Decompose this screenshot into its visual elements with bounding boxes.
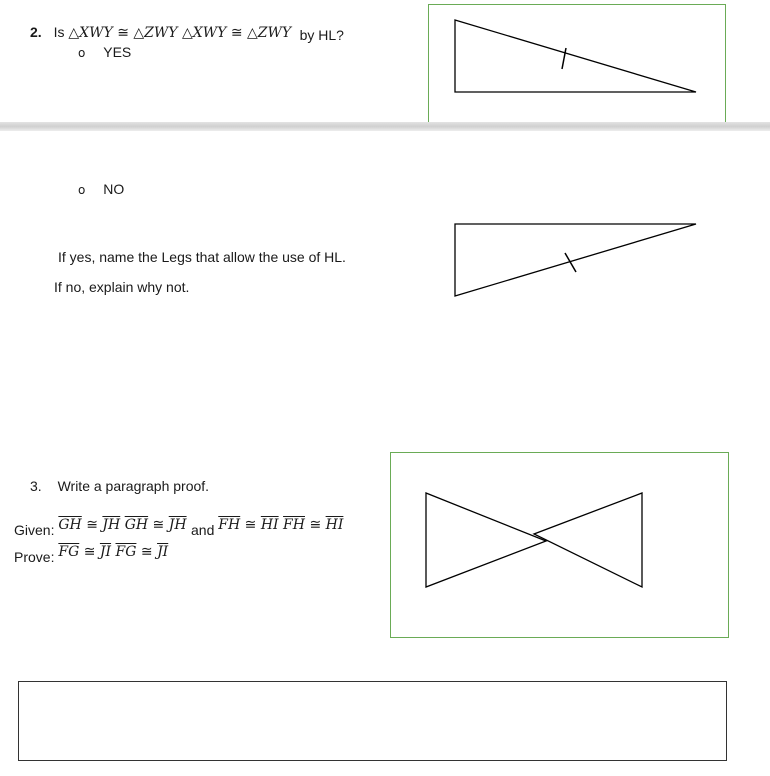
- question-number: 3.: [30, 478, 42, 494]
- option-label: YES: [103, 44, 132, 60]
- instruction-yes: If yes, name the Legs that allow the use of HL.: [58, 249, 346, 265]
- option-label: NO: [103, 181, 125, 197]
- question-suffix: by HL?: [299, 27, 344, 43]
- left-triangle: [426, 493, 546, 587]
- math-statement: △XWY ≅ △ZWY △XWY ≅ △ZWY: [68, 25, 292, 41]
- answer-box[interactable]: [18, 681, 727, 761]
- given-statement-2: $\overline{FH}$ ≅ $\overline{HI}$ $\overline{FH}$ ≅ $\overline{HI}$: [218, 517, 344, 533]
- prove-statement: $\overline{FG}$ ≅ $\overline{JI}$ $\overline{FG}$ ≅ $\overline{JI}$: [58, 544, 169, 560]
- given-statement-1: $\overline{GH}$ ≅ $\overline{JH}$ $\overline{GH}$ ≅ $\overline{JH}$: [58, 517, 187, 533]
- question-prompt: Write a paragraph proof.: [57, 478, 210, 494]
- question-prefix: Is: [53, 24, 65, 40]
- right-triangle: [534, 493, 642, 587]
- given-label: Given:: [14, 522, 55, 538]
- instruction-no: If no, explain why not.: [54, 279, 190, 295]
- option-bullet: o: [78, 183, 86, 197]
- option-bullet: o: [78, 46, 86, 60]
- given-and: and: [191, 522, 215, 538]
- prove-label: Prove:: [14, 549, 55, 565]
- question-number: 2.: [30, 24, 42, 40]
